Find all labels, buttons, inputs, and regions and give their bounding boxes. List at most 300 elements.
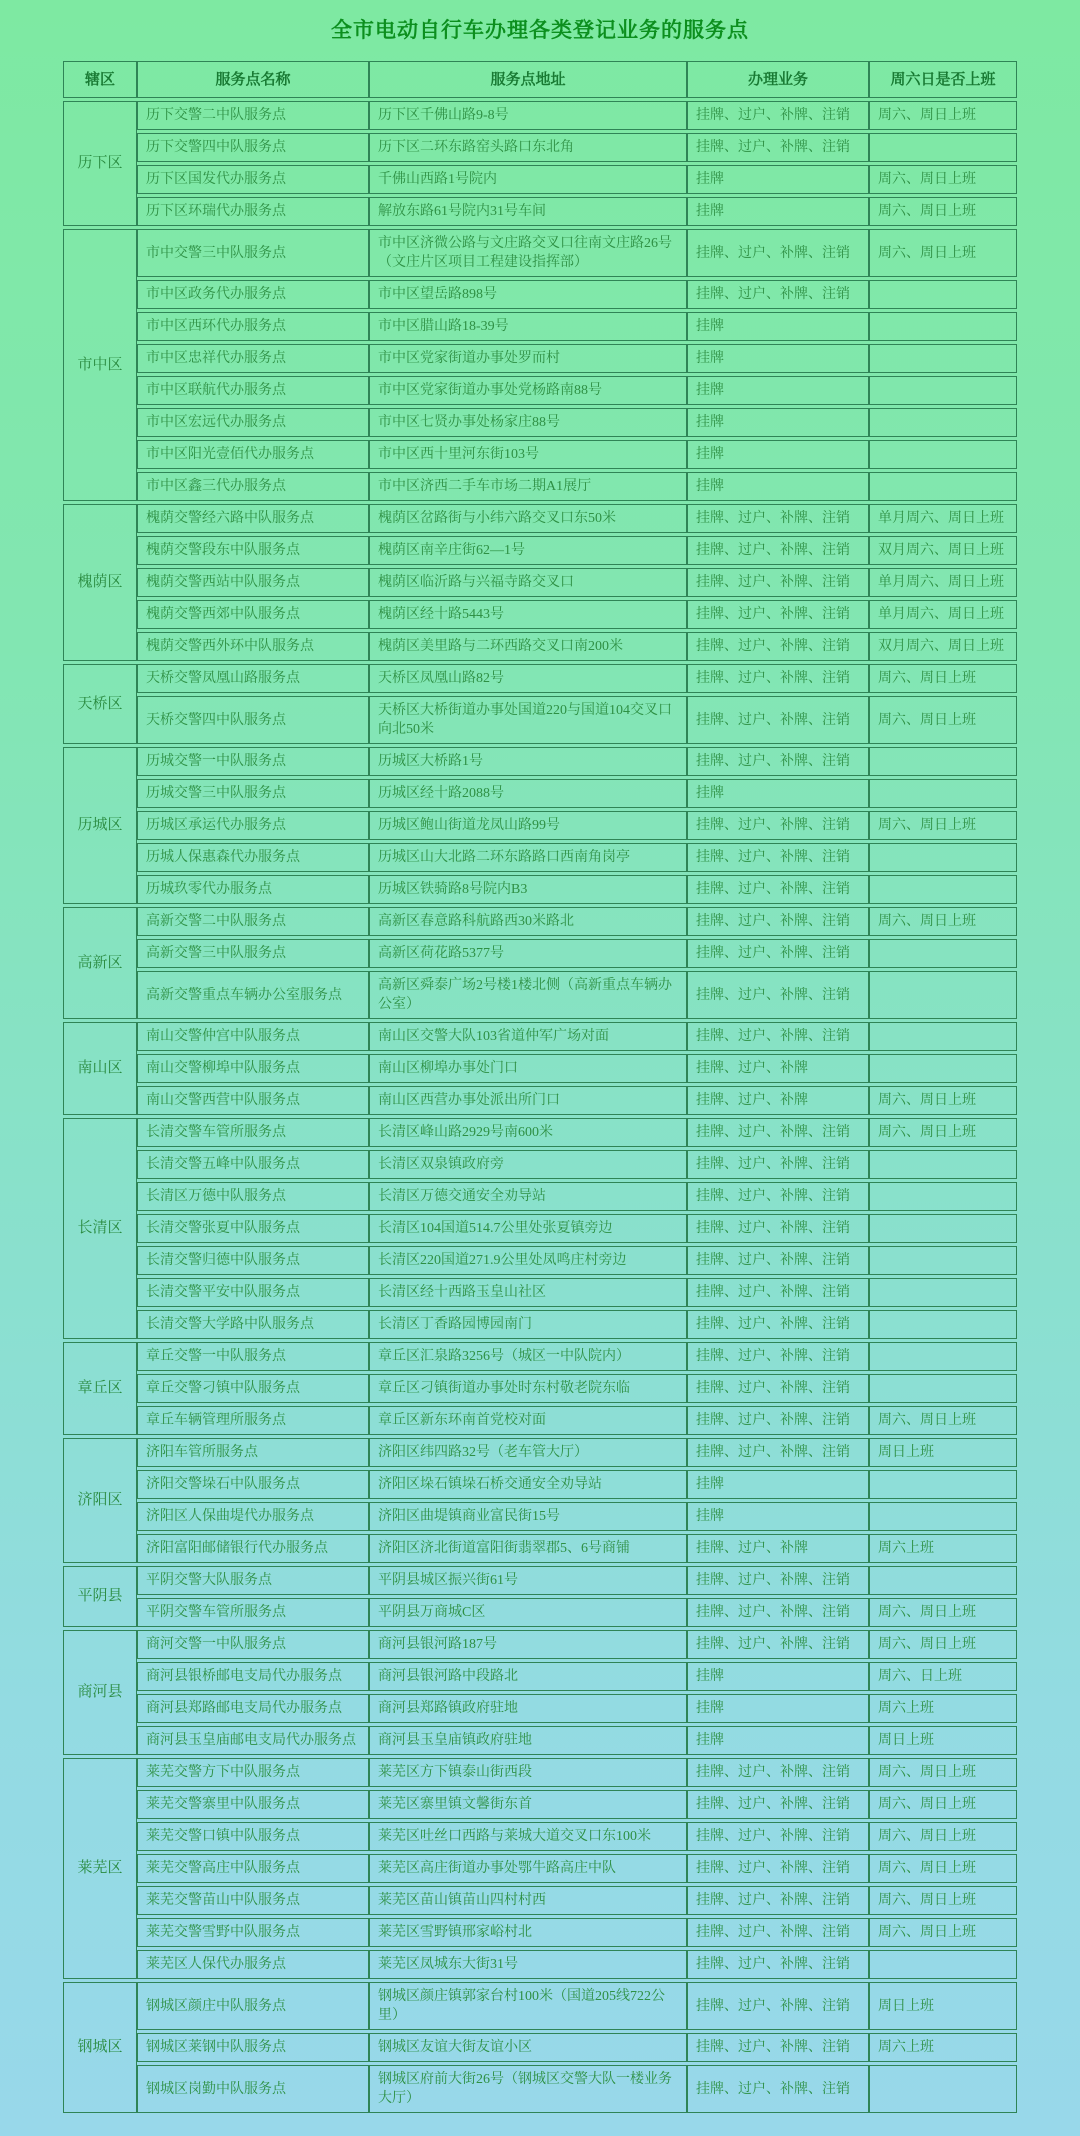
services-cell: 挂牌 [687, 165, 869, 194]
table-row [63, 1470, 1017, 1499]
point-name-cell: 莱芜交警方下中队服务点 [137, 1758, 369, 1787]
weekend-cell: 周六、周日上班 [869, 1630, 1017, 1659]
table-row [63, 664, 1017, 693]
address-cell: 市中区七贤办事处杨家庄88号 [369, 408, 687, 437]
point-name-cell: 历下交警四中队服务点 [137, 133, 369, 162]
address-cell: 天桥区大桥街道办事处国道220与国道104交叉口向北50米 [369, 696, 687, 744]
point-name-cell: 南山交警西营中队服务点 [137, 1086, 369, 1115]
weekend-cell [869, 1182, 1017, 1211]
services-cell: 挂牌 [687, 1502, 869, 1531]
weekend-cell [869, 971, 1017, 1019]
services-cell: 挂牌、过户、补牌、注销 [687, 1918, 869, 1947]
table-row [63, 875, 1017, 904]
weekend-cell: 周六、周日上班 [869, 907, 1017, 936]
services-cell: 挂牌、过户、补牌、注销 [687, 600, 869, 629]
services-cell: 挂牌、过户、补牌、注销 [687, 1630, 869, 1659]
weekend-cell: 周六上班 [869, 1694, 1017, 1723]
address-cell: 槐荫区临沂路与兴福寺路交叉口 [369, 568, 687, 597]
point-name-cell: 市中交警三中队服务点 [137, 229, 369, 277]
services-cell: 挂牌、过户、补牌、注销 [687, 843, 869, 872]
district-cell: 天桥区 [63, 664, 137, 744]
point-name-cell: 南山交警仲宫中队服务点 [137, 1022, 369, 1051]
point-name-cell: 莱芜交警高庄中队服务点 [137, 1854, 369, 1883]
table-row [63, 1982, 1017, 2030]
table-row [63, 1662, 1017, 1691]
address-cell: 济阳区济北街道富阳街翡翠郡5、6号商铺 [369, 1534, 687, 1563]
point-name-cell: 槐荫交警段东中队服务点 [137, 536, 369, 565]
table-row [63, 1374, 1017, 1403]
weekend-cell [869, 1502, 1017, 1531]
point-name-cell: 章丘交警刁镇中队服务点 [137, 1374, 369, 1403]
table-row [63, 1150, 1017, 1179]
table-row [63, 843, 1017, 872]
point-name-cell: 莱芜交警口镇中队服务点 [137, 1822, 369, 1851]
address-cell: 商河县银河路187号 [369, 1630, 687, 1659]
weekend-cell [869, 779, 1017, 808]
services-cell: 挂牌、过户、补牌、注销 [687, 632, 869, 661]
table-row [63, 632, 1017, 661]
table-row [63, 376, 1017, 405]
weekend-cell [869, 408, 1017, 437]
col-header-address: 服务点地址 [369, 61, 687, 98]
address-cell: 商河县郑路镇政府驻地 [369, 1694, 687, 1723]
services-cell: 挂牌、过户、补牌、注销 [687, 1822, 869, 1851]
address-cell: 钢城区府前大街26号（钢城区交警大队一楼业务大厅） [369, 2065, 687, 2113]
table-row [63, 440, 1017, 469]
table-row [63, 1502, 1017, 1531]
weekend-cell: 周六、周日上班 [869, 1854, 1017, 1883]
point-name-cell: 高新交警三中队服务点 [137, 939, 369, 968]
table-row [63, 197, 1017, 226]
table-row [63, 811, 1017, 840]
table-row [63, 101, 1017, 130]
table-row [63, 133, 1017, 162]
services-cell: 挂牌、过户、补牌、注销 [687, 1950, 869, 1979]
point-name-cell: 槐荫交警经六路中队服务点 [137, 504, 369, 533]
address-cell: 历城区鲍山街道龙凤山路99号 [369, 811, 687, 840]
weekend-cell: 双月周六、周日上班 [869, 632, 1017, 661]
table-row [63, 165, 1017, 194]
services-cell: 挂牌、过户、补牌 [687, 1086, 869, 1115]
address-cell: 长清区峰山路2929号南600米 [369, 1118, 687, 1147]
weekend-cell: 周六、周日上班 [869, 664, 1017, 693]
table-row [63, 1534, 1017, 1563]
table-row [63, 600, 1017, 629]
services-cell: 挂牌 [687, 1694, 869, 1723]
weekend-cell [869, 472, 1017, 501]
weekend-cell: 周六上班 [869, 1534, 1017, 1563]
services-cell: 挂牌、过户、补牌、注销 [687, 1214, 869, 1243]
address-cell: 商河县银河路中段路北 [369, 1662, 687, 1691]
point-name-cell: 商河交警一中队服务点 [137, 1630, 369, 1659]
point-name-cell: 高新交警二中队服务点 [137, 907, 369, 936]
address-cell: 南山区交警大队103省道仲军广场对面 [369, 1022, 687, 1051]
services-cell: 挂牌、过户、补牌、注销 [687, 939, 869, 968]
weekend-cell: 单月周六、周日上班 [869, 568, 1017, 597]
point-name-cell: 历城交警三中队服务点 [137, 779, 369, 808]
district-cell: 平阴县 [63, 1566, 137, 1627]
point-name-cell: 市中区政务代办服务点 [137, 280, 369, 309]
district-cell: 莱芜区 [63, 1758, 137, 1979]
weekend-cell: 周六、周日上班 [869, 197, 1017, 226]
point-name-cell: 历下区国发代办服务点 [137, 165, 369, 194]
point-name-cell: 商河县郑路邮电支局代办服务点 [137, 1694, 369, 1723]
table-row [63, 1054, 1017, 1083]
weekend-cell [869, 440, 1017, 469]
weekend-cell: 周六上班 [869, 2033, 1017, 2062]
weekend-cell: 双月周六、周日上班 [869, 536, 1017, 565]
table-row [63, 779, 1017, 808]
address-cell: 槐荫区南辛庄街62—1号 [369, 536, 687, 565]
services-cell: 挂牌、过户、补牌、注销 [687, 1406, 869, 1435]
point-name-cell: 莱芜交警雪野中队服务点 [137, 1918, 369, 1947]
point-name-cell: 莱芜区人保代办服务点 [137, 1950, 369, 1979]
col-header-services: 办理业务 [687, 61, 869, 98]
point-name-cell: 槐荫交警西郊中队服务点 [137, 600, 369, 629]
point-name-cell: 钢城区莱钢中队服务点 [137, 2033, 369, 2062]
address-cell: 济阳区曲堤镇商业富民街15号 [369, 1502, 687, 1531]
weekend-cell [869, 1310, 1017, 1339]
table-row [63, 1694, 1017, 1723]
services-cell: 挂牌、过户、补牌、注销 [687, 907, 869, 936]
address-cell: 南山区西营办事处派出所门口 [369, 1086, 687, 1115]
col-header-weekend: 周六日是否上班 [869, 61, 1017, 98]
address-cell: 莱芜区苗山镇苗山四村村西 [369, 1886, 687, 1915]
point-name-cell: 莱芜交警苗山中队服务点 [137, 1886, 369, 1915]
address-cell: 历城区大桥路1号 [369, 747, 687, 776]
weekend-cell [869, 1278, 1017, 1307]
table-row [63, 1022, 1017, 1051]
table-row [63, 1310, 1017, 1339]
table-row [63, 939, 1017, 968]
weekend-cell: 单月周六、周日上班 [869, 600, 1017, 629]
point-name-cell: 槐荫交警西站中队服务点 [137, 568, 369, 597]
point-name-cell: 市中区西环代办服务点 [137, 312, 369, 341]
services-cell: 挂牌、过户、补牌、注销 [687, 1758, 869, 1787]
table-row [63, 1950, 1017, 1979]
weekend-cell: 周六、周日上班 [869, 1598, 1017, 1627]
address-cell: 莱芜区寨里镇文馨街东首 [369, 1790, 687, 1819]
table-row [63, 1854, 1017, 1883]
district-cell: 南山区 [63, 1022, 137, 1115]
weekend-cell: 周六、周日上班 [869, 1086, 1017, 1115]
weekend-cell: 周六、周日上班 [869, 165, 1017, 194]
district-cell: 历城区 [63, 747, 137, 904]
services-cell: 挂牌 [687, 408, 869, 437]
point-name-cell: 章丘交警一中队服务点 [137, 1342, 369, 1371]
services-cell: 挂牌、过户、补牌、注销 [687, 1278, 869, 1307]
point-name-cell: 天桥交警四中队服务点 [137, 696, 369, 744]
services-cell: 挂牌、过户、补牌、注销 [687, 1246, 869, 1275]
address-cell: 莱芜区高庄街道办事处鄂牛路高庄中队 [369, 1854, 687, 1883]
services-cell: 挂牌、过户、补牌、注销 [687, 536, 869, 565]
point-name-cell: 长清交警张夏中队服务点 [137, 1214, 369, 1243]
table-row [63, 1246, 1017, 1275]
weekend-cell: 周日上班 [869, 1726, 1017, 1755]
weekend-cell [869, 1150, 1017, 1179]
address-cell: 莱芜区凤城东大街31号 [369, 1950, 687, 1979]
table-row [63, 1406, 1017, 1435]
table-row [63, 1118, 1017, 1147]
weekend-cell: 周六、日上班 [869, 1662, 1017, 1691]
address-cell: 章丘区汇泉路3256号（城区一中队院内） [369, 1342, 687, 1371]
col-header-district: 辖区 [63, 61, 137, 98]
services-cell: 挂牌、过户、补牌、注销 [687, 568, 869, 597]
services-cell: 挂牌、过户、补牌、注销 [687, 229, 869, 277]
col-header-point-name: 服务点名称 [137, 61, 369, 98]
services-cell: 挂牌 [687, 344, 869, 373]
services-cell: 挂牌、过户、补牌、注销 [687, 1790, 869, 1819]
address-cell: 济阳区垛石镇垛石桥交通安全劝导站 [369, 1470, 687, 1499]
address-cell: 钢城区颜庄镇郭家台村100米（国道205线722公里） [369, 1982, 687, 2030]
services-cell: 挂牌、过户、补牌、注销 [687, 2065, 869, 2113]
weekend-cell [869, 1566, 1017, 1595]
district-cell: 市中区 [63, 229, 137, 501]
weekend-cell [869, 875, 1017, 904]
address-cell: 章丘区刁镇街道办事处时东村敬老院东临 [369, 1374, 687, 1403]
address-cell: 长清区丁香路园博园南门 [369, 1310, 687, 1339]
services-cell: 挂牌、过户、补牌、注销 [687, 875, 869, 904]
weekend-cell: 周六、周日上班 [869, 696, 1017, 744]
point-name-cell: 历城交警一中队服务点 [137, 747, 369, 776]
point-name-cell: 平阴交警车管所服务点 [137, 1598, 369, 1627]
table-row [63, 1886, 1017, 1915]
table-row [63, 696, 1017, 744]
weekend-cell [869, 2065, 1017, 2113]
weekend-cell [869, 133, 1017, 162]
table-row [63, 971, 1017, 1019]
table-row [63, 280, 1017, 309]
weekend-cell: 周六、周日上班 [869, 1758, 1017, 1787]
point-name-cell: 长清区万德中队服务点 [137, 1182, 369, 1211]
weekend-cell [869, 939, 1017, 968]
point-name-cell: 长清交警归德中队服务点 [137, 1246, 369, 1275]
address-cell: 市中区党家街道办事处罗而村 [369, 344, 687, 373]
address-cell: 章丘区新东环南首党校对面 [369, 1406, 687, 1435]
address-cell: 平阴县万商城C区 [369, 1598, 687, 1627]
services-cell: 挂牌、过户、补牌、注销 [687, 696, 869, 744]
address-cell: 济阳区纬四路32号（老车管大厅） [369, 1438, 687, 1467]
district-cell: 钢城区 [63, 1982, 137, 2113]
address-cell: 长清区104国道514.7公里处张夏镇旁边 [369, 1214, 687, 1243]
address-cell: 钢城区友谊大街友谊小区 [369, 2033, 687, 2062]
address-cell: 长清区双泉镇政府旁 [369, 1150, 687, 1179]
point-name-cell: 历下交警二中队服务点 [137, 101, 369, 130]
services-cell: 挂牌 [687, 312, 869, 341]
weekend-cell [869, 1246, 1017, 1275]
weekend-cell [869, 747, 1017, 776]
table-row [63, 1822, 1017, 1851]
table-row [63, 1726, 1017, 1755]
table-body [63, 101, 1017, 2113]
services-cell: 挂牌、过户、补牌、注销 [687, 747, 869, 776]
table-row [63, 1630, 1017, 1659]
point-name-cell: 历城人保惠森代办服务点 [137, 843, 369, 872]
table-row [63, 1566, 1017, 1595]
address-cell: 市中区济微公路与文庄路交叉口往南文庄路26号（文庄片区项目工程建设指挥部） [369, 229, 687, 277]
table-row [63, 1342, 1017, 1371]
point-name-cell: 商河县银桥邮电支局代办服务点 [137, 1662, 369, 1691]
point-name-cell: 市中区联航代办服务点 [137, 376, 369, 405]
services-cell: 挂牌 [687, 779, 869, 808]
table-row [63, 1214, 1017, 1243]
address-cell: 槐荫区经十路5443号 [369, 600, 687, 629]
services-cell: 挂牌 [687, 1726, 869, 1755]
address-cell: 平阴县城区振兴街61号 [369, 1566, 687, 1595]
table-row [63, 2033, 1017, 2062]
table-row [63, 472, 1017, 501]
address-cell: 莱芜区方下镇泰山街西段 [369, 1758, 687, 1787]
page-title: 全市电动自行车办理各类登记业务的服务点 [331, 19, 749, 42]
table-row [63, 1438, 1017, 1467]
table-row [63, 312, 1017, 341]
services-cell: 挂牌、过户、补牌、注销 [687, 1374, 869, 1403]
address-cell: 历城区经十路2088号 [369, 779, 687, 808]
address-cell: 商河县玉皇庙镇政府驻地 [369, 1726, 687, 1755]
table-row [63, 1278, 1017, 1307]
district-cell: 章丘区 [63, 1342, 137, 1435]
service-points-table [63, 58, 1017, 2116]
services-cell: 挂牌、过户、补牌、注销 [687, 1342, 869, 1371]
weekend-cell: 周六、周日上班 [869, 1886, 1017, 1915]
address-cell: 南山区柳埠办事处门口 [369, 1054, 687, 1083]
district-cell: 历下区 [63, 101, 137, 226]
services-cell: 挂牌、过户、补牌、注销 [687, 504, 869, 533]
services-cell: 挂牌、过户、补牌、注销 [687, 1598, 869, 1627]
services-cell: 挂牌、过户、补牌、注销 [687, 811, 869, 840]
address-cell: 高新区春意路科航路西30米路北 [369, 907, 687, 936]
weekend-cell [869, 280, 1017, 309]
address-cell: 市中区腊山路18-39号 [369, 312, 687, 341]
weekend-cell: 周六、周日上班 [869, 811, 1017, 840]
address-cell: 高新区舜泰广场2号楼1楼北侧（高新重点车辆办公室） [369, 971, 687, 1019]
table-row [63, 907, 1017, 936]
weekend-cell: 周六、周日上班 [869, 1918, 1017, 1947]
point-name-cell: 历下区环瑞代办服务点 [137, 197, 369, 226]
address-cell: 高新区荷花路5377号 [369, 939, 687, 968]
address-cell: 市中区望岳路898号 [369, 280, 687, 309]
point-name-cell: 槐荫交警西外环中队服务点 [137, 632, 369, 661]
weekend-cell: 周六、周日上班 [869, 101, 1017, 130]
services-cell: 挂牌 [687, 197, 869, 226]
point-name-cell: 历城区承运代办服务点 [137, 811, 369, 840]
table-row [63, 536, 1017, 565]
district-cell: 商河县 [63, 1630, 137, 1755]
weekend-cell: 周日上班 [869, 1982, 1017, 2030]
point-name-cell: 历城玖零代办服务点 [137, 875, 369, 904]
table-row [63, 1918, 1017, 1947]
table-row [63, 504, 1017, 533]
point-name-cell: 莱芜交警寨里中队服务点 [137, 1790, 369, 1819]
address-cell: 千佛山西路1号院内 [369, 165, 687, 194]
weekend-cell [869, 1950, 1017, 1979]
address-cell: 历下区千佛山路9-8号 [369, 101, 687, 130]
weekend-cell [869, 344, 1017, 373]
weekend-cell [869, 1214, 1017, 1243]
weekend-cell [869, 376, 1017, 405]
services-cell: 挂牌、过户、补牌、注销 [687, 1150, 869, 1179]
point-name-cell: 天桥交警凤凰山路服务点 [137, 664, 369, 693]
address-cell: 莱芜区吐丝口西路与莱城大道交叉口东100米 [369, 1822, 687, 1851]
services-cell: 挂牌、过户、补牌、注销 [687, 2033, 869, 2062]
weekend-cell: 周日上班 [869, 1438, 1017, 1467]
table-row [63, 344, 1017, 373]
weekend-cell [869, 1342, 1017, 1371]
point-name-cell: 市中区忠祥代办服务点 [137, 344, 369, 373]
services-cell: 挂牌、过户、补牌 [687, 1054, 869, 1083]
weekend-cell [869, 1470, 1017, 1499]
table-row [63, 1182, 1017, 1211]
table-row [63, 1086, 1017, 1115]
weekend-cell [869, 843, 1017, 872]
services-cell: 挂牌、过户、补牌、注销 [687, 101, 869, 130]
table-row [63, 1790, 1017, 1819]
services-cell: 挂牌、过户、补牌、注销 [687, 1566, 869, 1595]
services-cell: 挂牌、过户、补牌、注销 [687, 971, 869, 1019]
table-row [63, 229, 1017, 277]
point-name-cell: 商河县玉皇庙邮电支局代办服务点 [137, 1726, 369, 1755]
point-name-cell: 市中区鑫三代办服务点 [137, 472, 369, 501]
weekend-cell: 周六、周日上班 [869, 1118, 1017, 1147]
services-cell: 挂牌、过户、补牌、注销 [687, 1854, 869, 1883]
point-name-cell: 南山交警柳埠中队服务点 [137, 1054, 369, 1083]
weekend-cell [869, 312, 1017, 341]
table-row [63, 747, 1017, 776]
district-cell: 长清区 [63, 1118, 137, 1339]
services-cell: 挂牌、过户、补牌、注销 [687, 1886, 869, 1915]
point-name-cell: 市中区宏远代办服务点 [137, 408, 369, 437]
address-cell: 槐荫区美里路与二环西路交叉口南200米 [369, 632, 687, 661]
address-cell: 历城区铁骑路8号院内B3 [369, 875, 687, 904]
address-cell: 历下区二环东路窑头路口东北角 [369, 133, 687, 162]
address-cell: 市中区党家街道办事处党杨路南88号 [369, 376, 687, 405]
point-name-cell: 长清交警五峰中队服务点 [137, 1150, 369, 1179]
weekend-cell: 周六、周日上班 [869, 1790, 1017, 1819]
address-cell: 解放东路61号院内31号车间 [369, 197, 687, 226]
point-name-cell: 长清交警车管所服务点 [137, 1118, 369, 1147]
table-row [63, 408, 1017, 437]
address-cell: 天桥区凤凰山路82号 [369, 664, 687, 693]
services-cell: 挂牌、过户、补牌、注销 [687, 1438, 869, 1467]
point-name-cell: 济阳富阳邮储银行代办服务点 [137, 1534, 369, 1563]
table-row [63, 1598, 1017, 1627]
district-cell: 高新区 [63, 907, 137, 1019]
address-cell: 槐荫区岔路街与小纬六路交叉口东50米 [369, 504, 687, 533]
address-cell: 历城区山大北路二环东路路口西南角岗亭 [369, 843, 687, 872]
services-cell: 挂牌 [687, 376, 869, 405]
address-cell: 莱芜区雪野镇邢家峪村北 [369, 1918, 687, 1947]
services-cell: 挂牌、过户、补牌 [687, 1534, 869, 1563]
address-cell: 长清区220国道271.9公里处凤鸣庄村旁边 [369, 1246, 687, 1275]
services-cell: 挂牌 [687, 1470, 869, 1499]
services-cell: 挂牌 [687, 1662, 869, 1691]
point-name-cell: 钢城区岗勤中队服务点 [137, 2065, 369, 2113]
point-name-cell: 高新交警重点车辆办公室服务点 [137, 971, 369, 1019]
point-name-cell: 钢城区颜庄中队服务点 [137, 1982, 369, 2030]
point-name-cell: 济阳交警垛石中队服务点 [137, 1470, 369, 1499]
weekend-cell: 周六、周日上班 [869, 1822, 1017, 1851]
address-cell: 市中区西十里河东街103号 [369, 440, 687, 469]
point-name-cell: 章丘车辆管理所服务点 [137, 1406, 369, 1435]
weekend-cell: 单月周六、周日上班 [869, 504, 1017, 533]
services-cell: 挂牌、过户、补牌、注销 [687, 1982, 869, 2030]
services-cell: 挂牌、过户、补牌、注销 [687, 664, 869, 693]
address-cell: 市中区济西二手车市场二期A1展厅 [369, 472, 687, 501]
table-row [63, 1758, 1017, 1787]
services-cell: 挂牌 [687, 472, 869, 501]
point-name-cell: 济阳车管所服务点 [137, 1438, 369, 1467]
district-cell: 槐荫区 [63, 504, 137, 661]
